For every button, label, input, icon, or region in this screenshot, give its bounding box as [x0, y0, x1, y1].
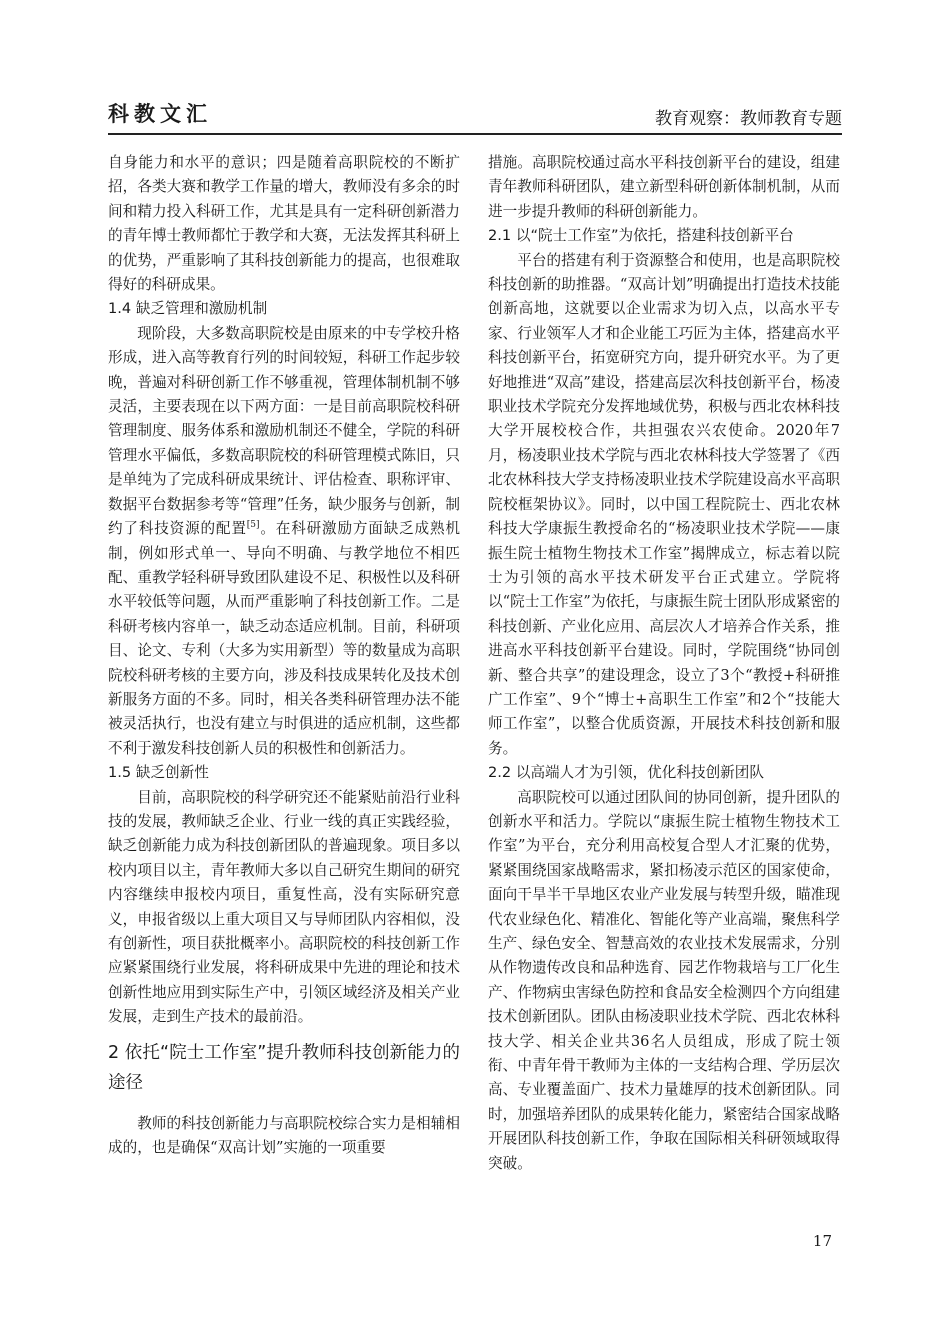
- section-heading-2-2: 2.2 以高端人才为引领，优化科技创新团队: [488, 764, 764, 782]
- journal-logo: 科教文汇: [108, 102, 212, 126]
- right-column: [488, 151, 840, 1176]
- paragraph: 自身能力和水平的意识；四是随着高职院校的不断扩招，各类大赛和教学工作量的增大，教师没有多余的时间和精力投入科研工作，尤其是具有一定科研创新潜力的青年博士教师都忙于教学和大赛，无法发挥其科研上的优势，严重影响了其科技创新能力的提高，也很难取得好的科研成果。: [108, 154, 460, 294]
- paragraph-text: 现阶段，大多数高职院校是由原来的中专学校升格形成，进入高等教育行列的时间较短，科研工作起步较晚，普遍对科研创新工作不够重视，管理体制机制不够灵活，主要表现在以下两方面：一是目前高职院校科研管理制度、服务体系和激励机制还不健全，学院的科研管理水平偏低，多数高职院校的科研管理模式陈旧，只是单纯为了完成科研成果统计、评估检查、职称评审、数据平台数据参考等“管理”任务，缺少服务与创新，制约了科技资源的配置: [108, 324, 460, 538]
- left-column: [108, 151, 460, 1160]
- paragraph: [108, 322, 460, 761]
- page-number: 17: [812, 1232, 832, 1250]
- paragraph: 教师的科技创新能力与高职院校综合实力是相辅相成的，也是确保“双高计划”实施的一项重要: [108, 1114, 460, 1157]
- paragraph-text: 。在科研激励方面缺乏成熟机制，例如形式单一、导向不明确、与教学地位不相匹配、重教学轻科研导致团队建设不足、积极性以及科研水平较低等问题，从而严重影响了科技创新工作。二是科研考核内容单一，缺乏动态适应机制。目前，科研项目、论文、专利（大多为实用新型）等的数量成为高职院校科研考核的主要方向，涉及科技成果转化及技术创新服务方面的不多。同时，相关各类科研管理办法不能被灵活执行，也没有建立与时俱进的适应机制，这些都不利于激发科技创新人员的积极性和创新活力。: [108, 520, 460, 757]
- section-title: 教育观察：教师教育专题: [655, 109, 842, 129]
- section-heading-2-1: 2.1 以“院士工作室”为依托，搭建科技创新平台: [488, 227, 794, 245]
- header-rule: [108, 133, 842, 135]
- section-heading-1-4: 1.4 缺乏管理和激励机制: [108, 300, 268, 318]
- paragraph: 平台的搭建有利于资源整合和使用，也是高职院校科技创新的助推器。“双高计划”明确提出打造技术技能创新高地，这就要以企业需求为切入点，以高水平专家、行业领军人才和企业能工巧匠为主体，搭建高水平科技创新平台，拓宽研究方向，提升研究水平。为了更好地推进“双高”建设，搭建高层次科技创新平台，杨凌职业技术学院充分发挥地域优势，积极与西北农林科技大学开展校校合作，共担强农兴农使命。2020年7月，杨凌职业技术学院与西北农林科技大学签署了《西北农林科技大学支持杨凌职业技术学院建设高水平高职院校框架协议》。同时，以中国工程院院士、西北农林科技大学康振生教授命名的“杨凌职业技术学院——康振生院士植物生物技术工作室”揭牌成立，标志着以院士为引领的高水平技术研发平台正式建立。学院将以“院士工作室”为依托，与康振生院士团队形成紧密的科技创新、产业化应用、高层次人才培养合作关系，推进高水平科技创新平台建设。同时，学院围绕“协同创新、整合共享”的建设理念，设立了3个“教授+科研推广工作室”、9个“博士+高职生工作室”和2个“技能大师工作室”，以整合优质资源，开展技术科技创新和服务。: [488, 251, 840, 757]
- reference-mark: [5]: [246, 520, 260, 531]
- paragraph: 措施。高职院校通过高水平科技创新平台的建设，组建青年教师科研团队，建立新型科研创新体制机制，从而进一步提升教师的科研创新能力。: [488, 154, 840, 220]
- section-heading-2: 2 依托“院士工作室”提升教师科技创新能力的途径: [108, 1042, 460, 1093]
- paragraph: 目前，高职院校的科学研究还不能紧贴前沿行业科技的发展，教师缺乏企业、行业一线的真正实践经验，缺乏创新能力成为科技创新团队的普遍现象。项目多以校内项目以主，青年教师大多以自己研究生期间的研究内容继续申报校内项目，重复性高，没有实际研究意义，申报省级以上重大项目又与导师团队内容相似，没有创新性，项目获批概率小。高职院校的科技创新工作应紧紧围绕行业发展，将科研成果中先进的理论和技术创新性地应用到实际生产中，引领区域经济及相关产业发展，走到生产技术的最前沿。: [108, 788, 460, 1026]
- section-heading-1-5: 1.5 缺乏创新性: [108, 764, 209, 782]
- paragraph: 高职院校可以通过团队间的协同创新，提升团队的创新水平和活力。学院以“康振生院士植物生物技术工作室”为平台，充分利用高校复合型人才汇聚的优势，紧紧围绕国家战略需求，紧扣杨凌示范区的国家使命，面向干旱半干旱地区农业产业发展与转型升级，瞄准现代农业绿色化、精准化、智能化等产业高端，聚焦科学生产、绿色安全、智慧高效的农业技术发展需求，分别从作物遗传改良和品种选育、园艺作物栽培与工厂化生产、作物病虫害绿色防控和食品安全检测四个方向组建技术创新团队。团队由杨凌职业技术学院、西北农林科技大学、相关企业共36名人员组成，形成了院士领衔、中青年骨干教师为主体的一支结构合理、学历层次高、专业覆盖面广、技术力量雄厚的技术创新团队。同时，加强培养团队的成果转化能力，紧密结合国家战略开展团队科技创新工作，争取在国际相关科研领域取得突破。: [488, 788, 840, 1172]
